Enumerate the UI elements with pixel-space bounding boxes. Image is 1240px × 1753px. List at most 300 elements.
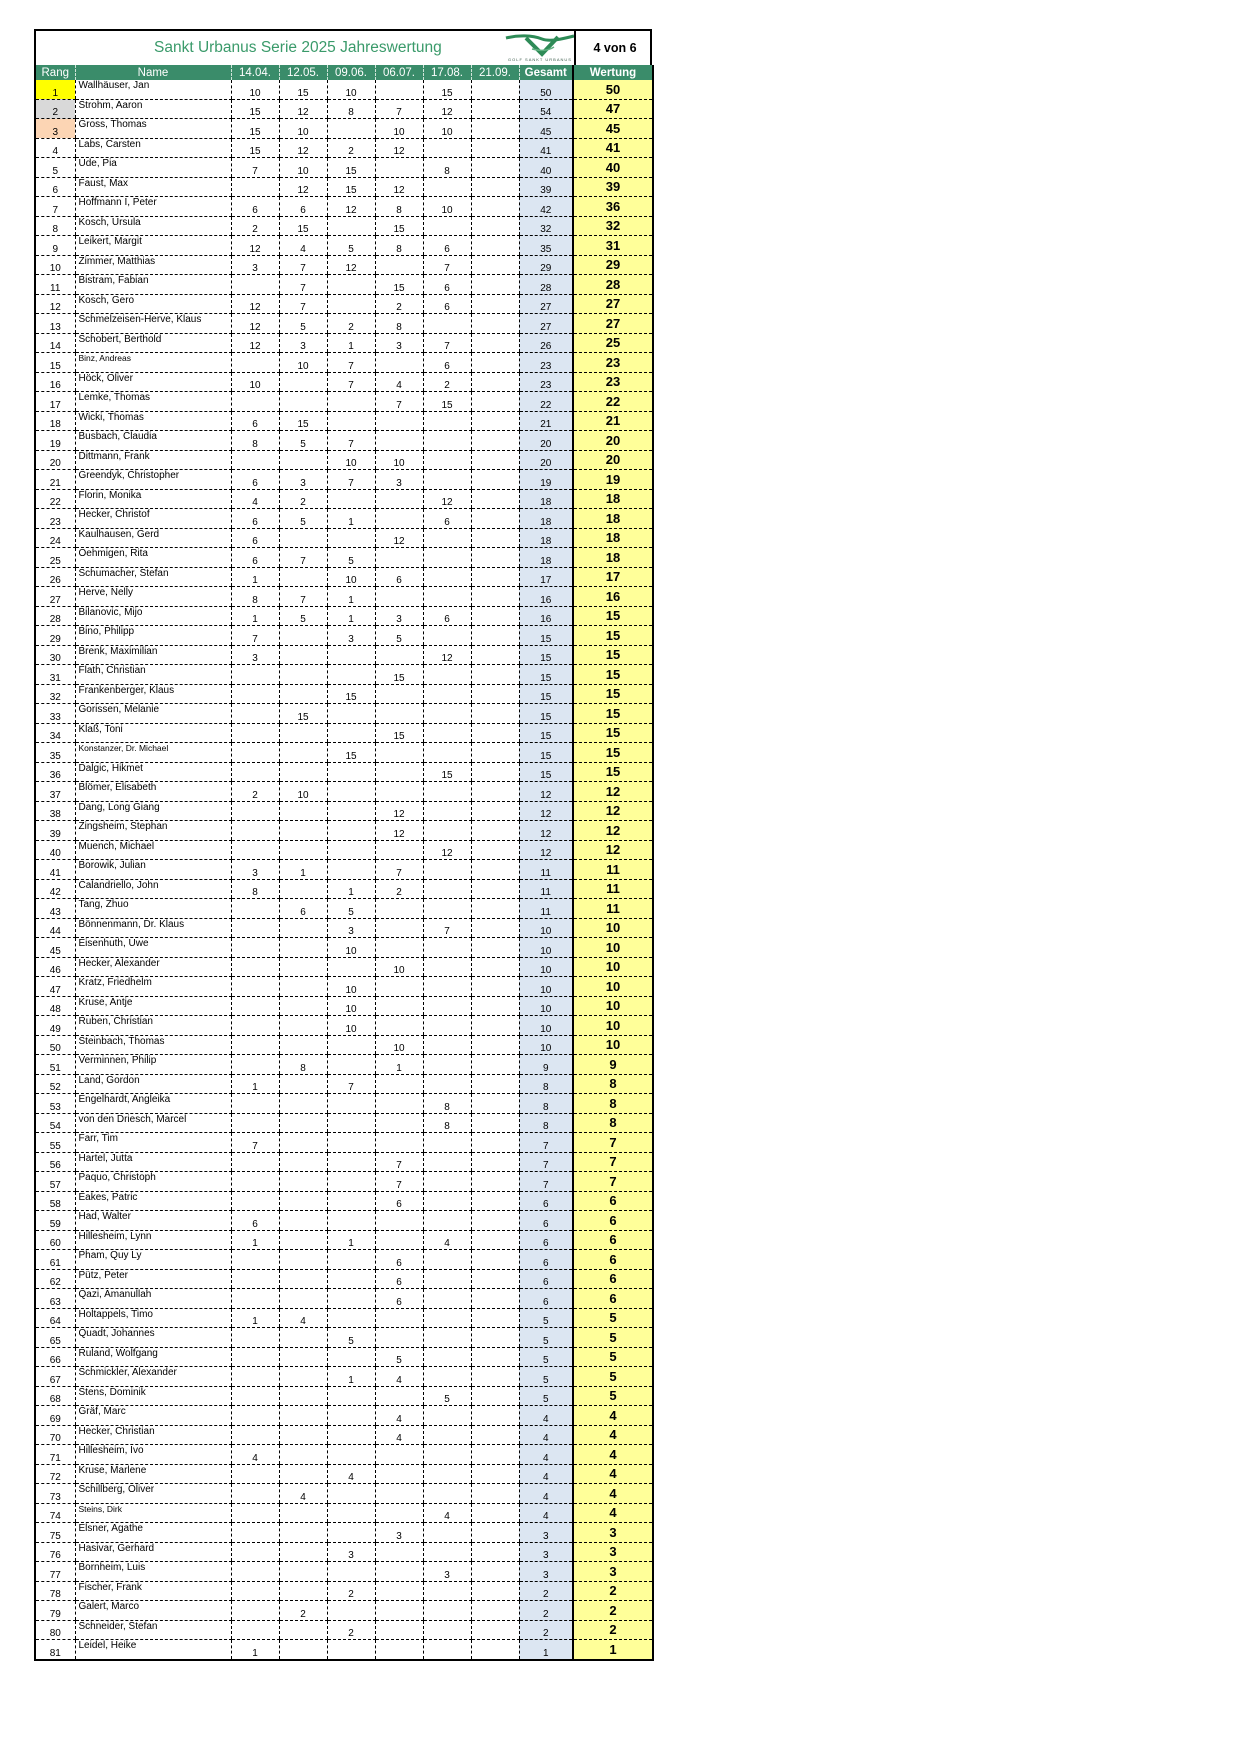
round-points [327, 275, 375, 295]
round-points [423, 1347, 471, 1367]
rank-cell: 1 [35, 80, 75, 99]
round-points [375, 1620, 423, 1640]
score-points: 12 [573, 840, 653, 860]
round-points [423, 1055, 471, 1075]
round-points: 6 [279, 899, 327, 919]
score-points: 2 [573, 1620, 653, 1640]
round-points: 8 [423, 1094, 471, 1114]
round-points: 1 [279, 860, 327, 880]
player-name: Schumacher, Stefan [75, 567, 231, 587]
col-date-5-header: 17.08. [423, 65, 471, 80]
score-points: 11 [573, 879, 653, 899]
round-points [471, 1367, 519, 1387]
round-points [231, 1562, 279, 1582]
round-points: 1 [231, 1230, 279, 1250]
score-points: 40 [573, 158, 653, 178]
round-points: 15 [375, 665, 423, 685]
player-name: Strohm, Aaron [75, 99, 231, 119]
player-name: Faust, Max [75, 177, 231, 197]
round-points: 12 [327, 255, 375, 275]
round-points [231, 1425, 279, 1445]
round-points [279, 1503, 327, 1523]
player-name: Schmelzeisen-Herve, Klaus [75, 314, 231, 334]
rank-cell: 4 [35, 138, 75, 158]
rank-cell: 31 [35, 665, 75, 685]
round-points [375, 938, 423, 958]
round-points [231, 684, 279, 704]
round-points [327, 645, 375, 665]
round-points [471, 1562, 519, 1582]
rank-cell: 68 [35, 1386, 75, 1406]
table-row [35, 1542, 653, 1562]
total-points: 32 [519, 216, 573, 236]
round-points [231, 840, 279, 860]
round-points [471, 1620, 519, 1640]
round-points [327, 860, 375, 880]
rank-cell: 35 [35, 743, 75, 763]
round-points [327, 704, 375, 724]
round-points [375, 1230, 423, 1250]
round-points: 1 [327, 1230, 375, 1250]
score-points: 6 [573, 1191, 653, 1211]
round-points [375, 1464, 423, 1484]
total-points: 23 [519, 372, 573, 392]
player-name: Borowik, Julian [75, 860, 231, 880]
score-points: 5 [573, 1367, 653, 1387]
round-points: 5 [375, 1347, 423, 1367]
round-points [471, 411, 519, 431]
round-points [471, 372, 519, 392]
round-points: 7 [279, 275, 327, 295]
round-points: 4 [423, 1230, 471, 1250]
round-points [375, 587, 423, 607]
player-name: Leikert, Margit [75, 236, 231, 256]
round-points: 8 [375, 236, 423, 256]
round-points [375, 899, 423, 919]
col-date-2-header: 12.05. [279, 65, 327, 80]
round-points: 10 [423, 197, 471, 217]
round-points: 6 [423, 275, 471, 295]
round-points [231, 1347, 279, 1367]
round-points [279, 1016, 327, 1036]
round-points [327, 1386, 375, 1406]
round-points: 5 [279, 431, 327, 451]
rank-cell: 61 [35, 1250, 75, 1270]
round-points: 10 [231, 80, 279, 99]
round-points [231, 996, 279, 1016]
round-points [279, 1523, 327, 1543]
round-points [423, 450, 471, 470]
player-name: Stens, Dominik [75, 1386, 231, 1406]
round-points [471, 957, 519, 977]
round-points [279, 645, 327, 665]
round-points [375, 158, 423, 178]
round-points: 1 [327, 587, 375, 607]
round-points [327, 840, 375, 860]
round-points [231, 899, 279, 919]
round-points [327, 1094, 375, 1114]
rank-cell: 16 [35, 372, 75, 392]
round-points: 15 [375, 275, 423, 295]
score-points: 9 [573, 1055, 653, 1075]
round-points [423, 314, 471, 334]
round-points [279, 743, 327, 763]
round-points [231, 743, 279, 763]
score-points: 6 [573, 1269, 653, 1289]
round-points [279, 918, 327, 938]
rank-cell: 5 [35, 158, 75, 178]
round-points [279, 879, 327, 899]
round-points [471, 645, 519, 665]
round-points [471, 548, 519, 568]
score-points: 18 [573, 528, 653, 548]
rank-cell: 2 [35, 99, 75, 119]
rank-cell: 67 [35, 1367, 75, 1387]
col-date-6-header: 21.09. [471, 65, 519, 80]
player-name: Höck, Oliver [75, 372, 231, 392]
round-points [231, 1503, 279, 1523]
table-row [35, 1406, 653, 1426]
table-row [35, 1367, 653, 1387]
round-points: 6 [375, 1191, 423, 1211]
round-points [375, 411, 423, 431]
round-points [375, 977, 423, 997]
rank-cell: 76 [35, 1542, 75, 1562]
total-points: 45 [519, 119, 573, 139]
rank-cell: 60 [35, 1230, 75, 1250]
round-points [423, 1035, 471, 1055]
table-row [35, 567, 653, 587]
round-points [279, 1250, 327, 1270]
round-points [423, 879, 471, 899]
round-points: 7 [279, 548, 327, 568]
round-points: 7 [231, 158, 279, 178]
round-points [279, 1347, 327, 1367]
round-points [231, 1620, 279, 1640]
table-row [35, 1074, 653, 1094]
round-points: 15 [327, 177, 375, 197]
table-row [35, 294, 653, 314]
round-points: 2 [279, 489, 327, 509]
round-points [471, 821, 519, 841]
score-points: 27 [573, 294, 653, 314]
round-points [471, 606, 519, 626]
round-points [327, 957, 375, 977]
table-row [35, 1328, 653, 1348]
round-points [231, 1484, 279, 1504]
round-points: 15 [375, 723, 423, 743]
total-points: 15 [519, 626, 573, 646]
round-points [471, 1581, 519, 1601]
round-points [471, 99, 519, 119]
round-points: 5 [327, 236, 375, 256]
score-points: 6 [573, 1230, 653, 1250]
table-row [35, 470, 653, 490]
total-points: 12 [519, 801, 573, 821]
rank-cell: 42 [35, 879, 75, 899]
score-points: 5 [573, 1386, 653, 1406]
round-points: 3 [327, 626, 375, 646]
total-points: 9 [519, 1055, 573, 1075]
round-points [471, 879, 519, 899]
round-points [327, 1113, 375, 1133]
total-points: 15 [519, 762, 573, 782]
rank-cell: 34 [35, 723, 75, 743]
round-points: 7 [327, 431, 375, 451]
round-points: 2 [375, 294, 423, 314]
round-points [327, 1445, 375, 1465]
player-name: Ruben, Christian [75, 1016, 231, 1036]
round-points [327, 411, 375, 431]
player-name: Dittmann, Frank [75, 450, 231, 470]
round-points: 7 [279, 255, 327, 275]
player-name: Tang, Zhuo [75, 899, 231, 919]
round-points [375, 1308, 423, 1328]
player-name: Schmickler, Alexander [75, 1367, 231, 1387]
round-points [279, 684, 327, 704]
round-points [375, 840, 423, 860]
round-points [471, 1425, 519, 1445]
round-points [327, 1269, 375, 1289]
round-points [471, 1328, 519, 1348]
rank-cell: 19 [35, 431, 75, 451]
round-points: 7 [423, 333, 471, 353]
table-row [35, 704, 653, 724]
total-points: 10 [519, 1016, 573, 1036]
round-points: 10 [375, 450, 423, 470]
player-name: Kratz, Friedhelm [75, 977, 231, 997]
round-points [471, 1484, 519, 1504]
player-name: Ude, Pia [75, 158, 231, 178]
round-points: 12 [375, 801, 423, 821]
round-points [471, 743, 519, 763]
score-points: 17 [573, 567, 653, 587]
round-points [423, 1016, 471, 1036]
rank-cell: 47 [35, 977, 75, 997]
round-points [375, 489, 423, 509]
player-name: Hoffmann I, Peter [75, 197, 231, 217]
round-points [423, 1367, 471, 1387]
table-row [35, 177, 653, 197]
round-points [423, 177, 471, 197]
round-points [327, 294, 375, 314]
round-points: 10 [279, 782, 327, 802]
player-name: Ruland, Wolfgang [75, 1347, 231, 1367]
rank-cell: 23 [35, 509, 75, 529]
table-row [35, 275, 653, 295]
round-points: 12 [423, 840, 471, 860]
round-points [327, 1640, 375, 1660]
round-points [471, 1445, 519, 1465]
total-points: 29 [519, 255, 573, 275]
score-points: 18 [573, 548, 653, 568]
table-row [35, 333, 653, 353]
round-points [231, 1016, 279, 1036]
round-points [279, 665, 327, 685]
round-points: 15 [279, 411, 327, 431]
round-points [471, 138, 519, 158]
round-points [423, 1250, 471, 1270]
total-points: 5 [519, 1328, 573, 1348]
round-points [327, 782, 375, 802]
total-points: 15 [519, 645, 573, 665]
round-points [423, 957, 471, 977]
rank-cell: 44 [35, 918, 75, 938]
rank-cell: 56 [35, 1152, 75, 1172]
round-points [327, 1211, 375, 1231]
player-name: Gross, Thomas [75, 119, 231, 139]
round-points [375, 743, 423, 763]
table-row [35, 665, 653, 685]
round-points: 6 [423, 236, 471, 256]
table-row [35, 1172, 653, 1192]
score-points: 15 [573, 645, 653, 665]
player-name: Pham, Quy Ly [75, 1250, 231, 1270]
col-date-1-header: 14.04. [231, 65, 279, 80]
round-points [375, 996, 423, 1016]
round-points: 12 [231, 294, 279, 314]
player-name: Schneider, Stefan [75, 1620, 231, 1640]
score-points: 27 [573, 314, 653, 334]
player-name: Zingsheim, Stephan [75, 821, 231, 841]
total-points: 23 [519, 353, 573, 373]
score-points: 22 [573, 392, 653, 412]
round-points: 10 [279, 119, 327, 139]
score-points: 10 [573, 957, 653, 977]
round-points [231, 762, 279, 782]
table-row [35, 1133, 653, 1153]
round-points [279, 840, 327, 860]
round-points: 10 [327, 450, 375, 470]
rank-cell: 77 [35, 1562, 75, 1582]
round-points: 12 [423, 645, 471, 665]
round-points [327, 528, 375, 548]
round-points [471, 1386, 519, 1406]
total-points: 10 [519, 957, 573, 977]
round-points [471, 1113, 519, 1133]
round-points [423, 1328, 471, 1348]
round-points [327, 723, 375, 743]
round-points [327, 801, 375, 821]
table-row [35, 1425, 653, 1445]
round-points [423, 996, 471, 1016]
table-row [35, 1250, 653, 1270]
player-name: Verminnen, Philip [75, 1055, 231, 1075]
rank-cell: 22 [35, 489, 75, 509]
round-points [279, 626, 327, 646]
round-points: 15 [279, 80, 327, 99]
round-points [471, 1406, 519, 1426]
score-points: 12 [573, 801, 653, 821]
round-points [471, 938, 519, 958]
round-points [327, 1191, 375, 1211]
round-points: 3 [279, 333, 327, 353]
round-points [231, 977, 279, 997]
col-date-3-header: 09.06. [327, 65, 375, 80]
round-points: 3 [279, 470, 327, 490]
table-row [35, 450, 653, 470]
score-points: 15 [573, 665, 653, 685]
round-points: 5 [279, 509, 327, 529]
player-name: Elsner, Agathe [75, 1523, 231, 1543]
round-points [231, 1269, 279, 1289]
round-points [279, 1191, 327, 1211]
round-points: 15 [327, 743, 375, 763]
table-row [35, 1269, 653, 1289]
round-points [423, 626, 471, 646]
table-row [35, 684, 653, 704]
round-points: 4 [375, 1367, 423, 1387]
round-points [423, 782, 471, 802]
score-points: 10 [573, 918, 653, 938]
round-points [279, 372, 327, 392]
round-points [327, 1308, 375, 1328]
rank-cell: 17 [35, 392, 75, 412]
round-points [423, 411, 471, 431]
total-points: 35 [519, 236, 573, 256]
round-points [279, 723, 327, 743]
total-points: 4 [519, 1464, 573, 1484]
round-points [327, 1406, 375, 1426]
rank-cell: 3 [35, 119, 75, 139]
round-points [423, 470, 471, 490]
round-points [231, 665, 279, 685]
round-points: 5 [327, 899, 375, 919]
score-points: 18 [573, 489, 653, 509]
round-points [279, 1289, 327, 1309]
round-points [423, 1620, 471, 1640]
round-points [471, 665, 519, 685]
table-row [35, 723, 653, 743]
round-points [471, 1094, 519, 1114]
rank-cell: 10 [35, 255, 75, 275]
score-points: 4 [573, 1445, 653, 1465]
round-points: 6 [375, 1250, 423, 1270]
total-points: 3 [519, 1542, 573, 1562]
total-points: 11 [519, 879, 573, 899]
score-points: 5 [573, 1347, 653, 1367]
rank-cell: 21 [35, 470, 75, 490]
rank-cell: 62 [35, 1269, 75, 1289]
table-row [35, 957, 653, 977]
table-row [35, 645, 653, 665]
round-points [471, 528, 519, 548]
round-points: 10 [327, 938, 375, 958]
player-name: Calandriello, John [75, 879, 231, 899]
round-points: 2 [231, 782, 279, 802]
rank-cell: 41 [35, 860, 75, 880]
rank-cell: 75 [35, 1523, 75, 1543]
ranking-table [34, 65, 654, 1661]
round-points [471, 255, 519, 275]
round-points [471, 1016, 519, 1036]
round-points: 15 [231, 138, 279, 158]
player-name: Labs, Carsten [75, 138, 231, 158]
table-row [35, 1581, 653, 1601]
table-row [35, 411, 653, 431]
round-points: 8 [231, 587, 279, 607]
round-points: 12 [279, 99, 327, 119]
table-row [35, 1445, 653, 1465]
rank-cell: 27 [35, 587, 75, 607]
player-name: Hillesheim, Ivo [75, 1445, 231, 1465]
col-name-header: Name [75, 65, 231, 80]
round-points: 5 [375, 626, 423, 646]
round-points: 10 [375, 119, 423, 139]
round-points [279, 392, 327, 412]
round-points: 15 [423, 762, 471, 782]
rank-cell: 12 [35, 294, 75, 314]
